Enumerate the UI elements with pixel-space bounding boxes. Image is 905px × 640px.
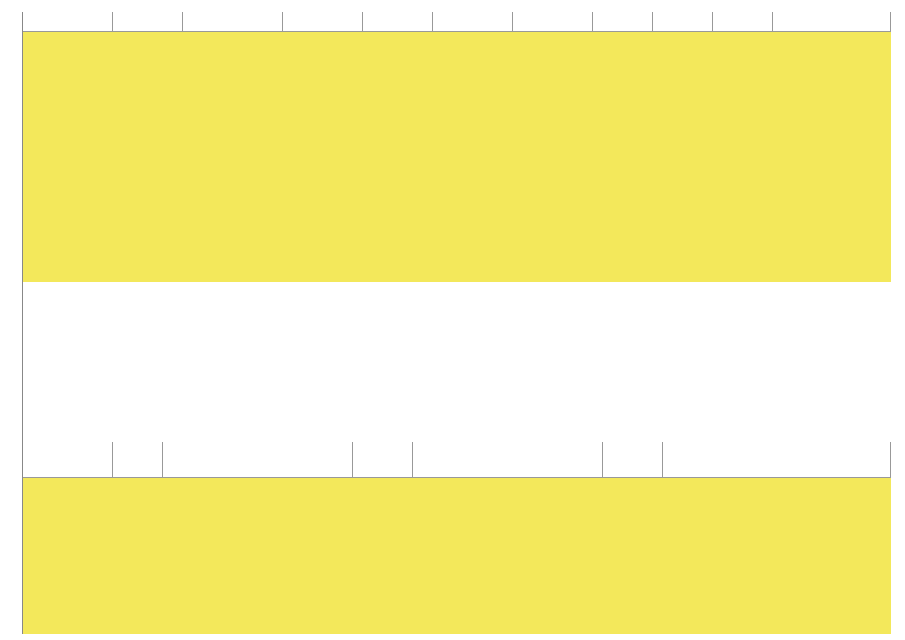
mid-total-3 — [603, 442, 663, 478]
top-total-3 — [653, 12, 713, 32]
top-total-1 — [113, 12, 183, 32]
mid-total-1 — [113, 442, 163, 478]
top-totals-row — [23, 12, 891, 32]
mid-total-2 — [353, 442, 413, 478]
bottom-yellow-table — [23, 478, 891, 634]
spreadsheet-page — [22, 12, 891, 634]
top-total-2 — [363, 12, 433, 32]
mid-totals-row — [23, 442, 891, 478]
top-yellow-table — [23, 32, 891, 282]
